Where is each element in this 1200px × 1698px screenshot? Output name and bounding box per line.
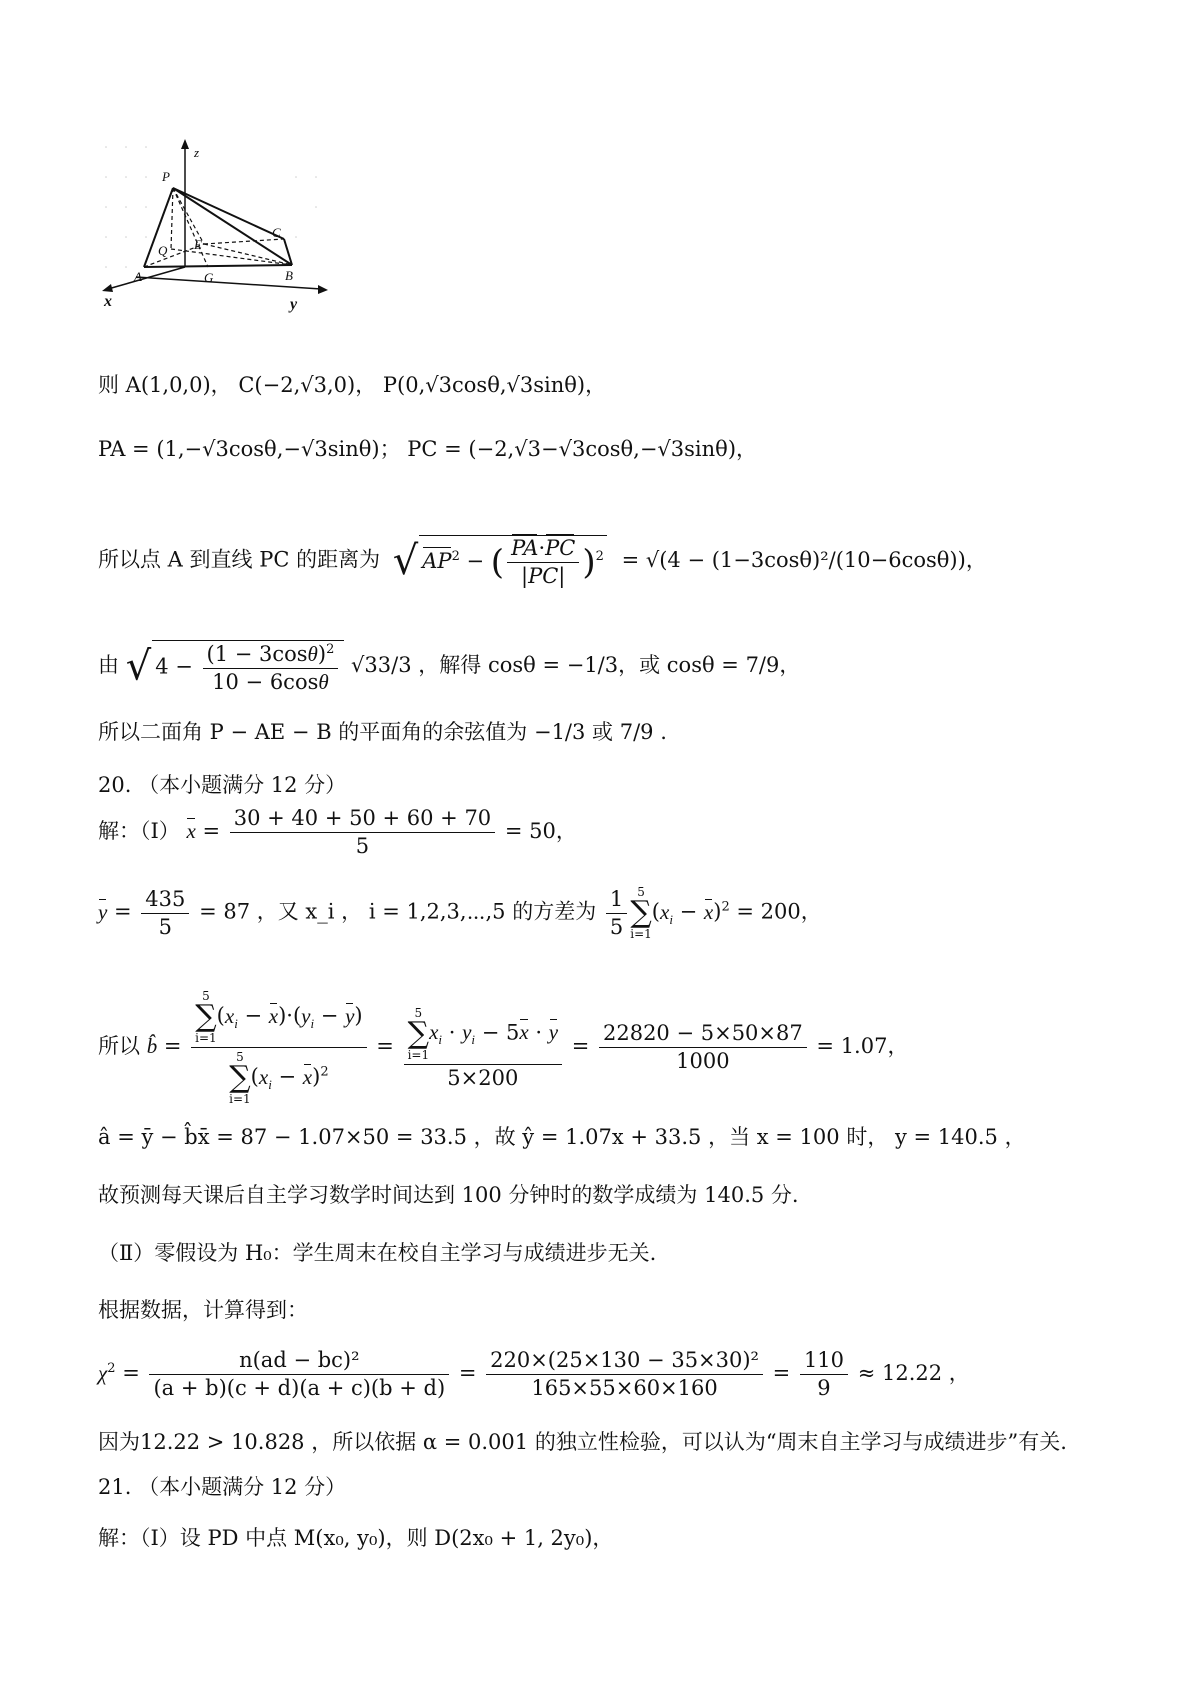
equation-lhs: √ 4 − $\frac{(1 - 3\cos\theta)^2}{10 - 6\cos\theta}$ xyxy=(126,640,345,693)
bhat-fraction-3 xyxy=(599,1023,807,1072)
bhat-denominator-2: 5×200 xyxy=(447,1065,519,1090)
chi-numerator-1: n(ad − bc)² xyxy=(149,1350,449,1375)
bhat-fraction-2: 5 ∑ i=1 $x_i \cdot y_i - 5x \cdot y$ 5×200 xyxy=(404,1007,562,1089)
chi-value: ≈ 12.22 ， xyxy=(857,1361,970,1385)
variance-formula: $\frac{1}{5}$ 5 ∑ i=1 $(x_i - x)^2$ xyxy=(603,886,730,940)
part1-label: 解：（Ⅰ） xyxy=(98,819,180,843)
edge-AB xyxy=(144,265,292,267)
calc-line: 根据数据，计算得到： xyxy=(98,1298,308,1322)
bhat-numerator-3: 22820 − 5×50×87 xyxy=(599,1023,807,1048)
chi-denominator-2: 165×55×60×160 xyxy=(531,1376,718,1400)
question-21-title: 21. （本小题满分 12 分） xyxy=(98,1475,347,1499)
ahat-line: â = ȳ − b̂x̄ = 87 − 1.07×50 = 33.5 ，故 ŷ = 1.07x + 33.5 ，当 x = 100 时， y = 140.5 ， xyxy=(98,1125,1026,1149)
vectors-line xyxy=(98,439,757,460)
label-x: x xyxy=(104,293,112,310)
edge-PC xyxy=(173,188,284,239)
distance-line xyxy=(98,535,987,587)
label-z: z xyxy=(194,145,200,160)
distance-intro: 所以点 A 到直线 PC 的距离为 xyxy=(98,547,381,572)
xbar-line: 解：（Ⅰ） x = $\frac{30 + 40 + 50 + 60 + 70}{5}$ = 50， xyxy=(98,806,577,858)
y-axis-arrow-icon xyxy=(318,285,328,294)
chi-square-line: $\chi^2$ = $\frac{\text{n(ad − bc)²}}{(a + b)(c + d)(a + c)(b + d)}$ = $\frac{\text{220×(25×130 − 35×30)²}}{165\times 55\times 60\times 160}$ = $\frac{110}{9}$ ≈ 12.22 ， xyxy=(98,1348,970,1400)
chi-numerator-3: 110 xyxy=(800,1350,848,1375)
ybar-numerator: 435 xyxy=(141,889,189,914)
distance-result: = √(4 − (1−3cosθ)²/(10−6cosθ))， xyxy=(621,547,987,572)
label-C: C xyxy=(272,225,281,240)
conclusion-19: 所以二面角 P − AE − B 的平面角的余弦值为 −1/3 或 7/9 . xyxy=(98,720,667,744)
xbar-fraction xyxy=(230,808,495,857)
question-20-title: 20. （本小题满分 12 分） xyxy=(98,773,347,797)
ybar-denominator: 5 xyxy=(158,914,173,939)
coords-C: C(−2,√3,0)， xyxy=(238,373,377,397)
ybar-fraction xyxy=(141,886,189,939)
chi-fraction-3 xyxy=(800,1350,848,1399)
y-axis xyxy=(136,277,321,289)
distance-formula: √ $AP^2$ − ( $\frac{PA\cdot PC}{|PC|}$ )$^2$ xyxy=(393,535,607,587)
coords-P: P(0,√3cosθ,√3sinθ)， xyxy=(382,373,607,397)
chi-denominator-1: (a + b)(c + d)(a + c)(b + d) xyxy=(153,1376,446,1400)
vector-PC: PC = (−2,√3−√3cosθ,−√3sinθ)， xyxy=(407,437,758,461)
chi-numerator-2: 220×(25×130 − 35×30)² xyxy=(486,1350,763,1375)
label-B: B xyxy=(285,268,293,283)
bhat-value: = 1.07， xyxy=(816,1034,909,1058)
solve-text: ，解得 cosθ = −1/3，或 cosθ = 7/9， xyxy=(418,653,801,677)
label-G: G xyxy=(204,270,214,285)
chi-fraction-1 xyxy=(149,1350,449,1399)
bhat-line: 所以 b̂ = 5 ∑ i=1 $(x_i - x)\cdot(y_i - y)$ 5 ∑ i=1 $(x_i - x)^2$ = 5 ∑ i=1 $x_i \cdot y_i - 5x \cdot y$ 5×200 = $\frac{22820 - 5\times 50\times 87}{1000}$ = 1.07， xyxy=(98,989,909,1106)
chi-fraction-2 xyxy=(486,1350,763,1399)
pyramid-figure xyxy=(96,137,341,337)
xbar-denominator: 5 xyxy=(355,834,370,858)
part2-line: （Ⅱ）零假设为 H₀：学生周末在校自主学习与成绩进步无关. xyxy=(98,1241,657,1265)
chi-denominator-3: 9 xyxy=(817,1376,831,1400)
figure-dot-grid xyxy=(105,146,317,268)
xbar-numerator: 30 + 40 + 50 + 60 + 70 xyxy=(230,808,495,833)
question-21-line: 解：（Ⅰ）设 PD 中点 M(x₀, y₀)，则 D(2x₀ + 1, 2y₀)， xyxy=(98,1526,614,1550)
equation-line xyxy=(98,640,800,693)
label-E: E xyxy=(194,237,202,252)
ybar-value: = 87 ，又 x_i ， i = 1,2,3,⋯,5 的方差为 xyxy=(199,899,597,924)
ybar-line: y = $\frac{435}{5}$ = 87 ，又 x_i ， i = 1,2,3,⋯,5 的方差为 $\frac{1}{5}$ 5 ∑ i=1 $(x_i - x)^2 = 200$， xyxy=(98,885,822,941)
label-P: P xyxy=(162,169,170,184)
x-axis-arrow-icon xyxy=(102,284,113,292)
z-axis-arrow-icon xyxy=(181,139,189,149)
bhat-prefix: 所以 xyxy=(98,1034,140,1058)
bhat-fraction-1: 5 ∑ i=1 $(x_i - x)\cdot(y_i - y)$ 5 ∑ i=1 $(x_i - x)^2$ xyxy=(191,990,366,1105)
equation-rhs: √33/3 xyxy=(351,653,412,677)
coords-A: 则 A(1,0,0)， xyxy=(98,373,232,397)
label-y: y xyxy=(290,296,298,313)
coordinates-line xyxy=(98,375,606,396)
variance-value: = 200， xyxy=(736,899,822,924)
prediction-line: 故预测每天课后自主学习数学时间达到 100 分钟时的数学成绩为 140.5 分. xyxy=(98,1183,799,1207)
equation-prefix: 由 xyxy=(98,653,119,677)
label-A: A xyxy=(134,269,142,284)
bhat-denominator-3: 1000 xyxy=(676,1049,730,1073)
label-Q: Q xyxy=(158,243,168,258)
because-line: 因为12.22 > 10.828 ，所以依据 α = 0.001 的独立性检验，可以认为“周末自主学习与成绩进步”有关. xyxy=(98,1430,1067,1454)
vector-PA: PA = (1,−√3cosθ,−√3sinθ)； xyxy=(98,437,401,461)
xbar-value: = 50， xyxy=(504,819,577,843)
